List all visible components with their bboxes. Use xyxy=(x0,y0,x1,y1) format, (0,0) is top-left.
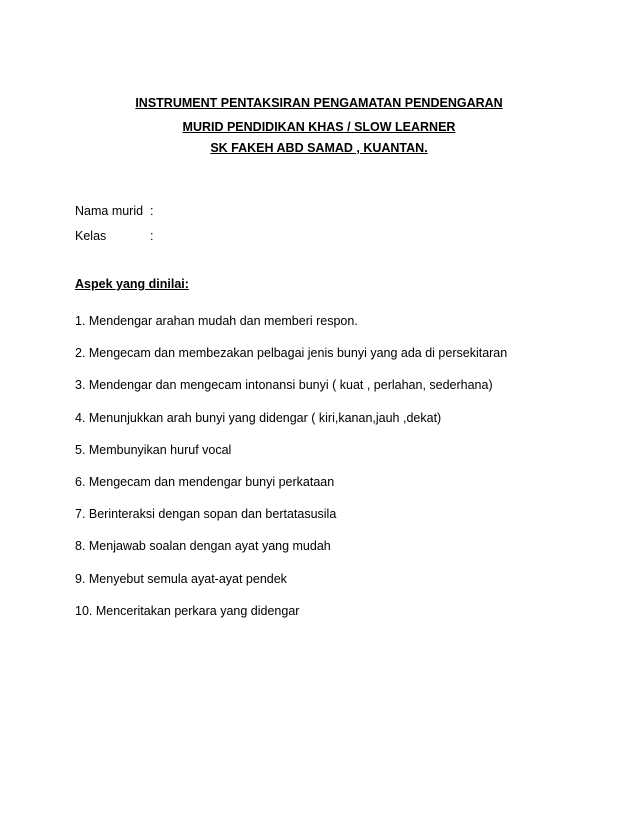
field-nama-murid xyxy=(75,204,153,218)
field-nama-murid-label: Nama murid xyxy=(75,204,144,218)
criteria-item: 2. Mengecam dan membezakan pelbagai jenis bunyi yang ada di persekitaran xyxy=(75,346,508,361)
field-nama-murid-separator: : xyxy=(150,204,154,218)
criteria-item: 6. Mengecam dan mendengar bunyi perkataan xyxy=(75,474,335,489)
document-title-line-1: INSTRUMENT PENTAKSIRAN PENGAMATAN PENDENGARAN xyxy=(135,96,503,110)
criteria-item: 1. Mendengar arahan mudah dan memberi respon. xyxy=(75,314,358,328)
criteria-item: 8. Menjawab soalan dengan ayat yang mudah xyxy=(75,539,331,554)
criteria-item: 4. Menunjukkan arah bunyi yang didengar ( kiri,kanan,jauh ,dekat) xyxy=(75,410,442,425)
criteria-item: 5. Membunyikan huruf vocal xyxy=(75,442,232,457)
field-kelas-separator: : xyxy=(150,229,154,243)
criteria-item: 7. Berinteraksi dengan sopan dan bertatasusila xyxy=(75,507,337,522)
criteria-item: 9. Menyebut semula ayat-ayat pendek xyxy=(75,571,287,586)
criteria-list xyxy=(75,314,507,636)
section-heading-aspek: Aspek yang dinilai: xyxy=(75,277,189,291)
document-title-line-3: SK FAKEH ABD SAMAD , KUANTAN. xyxy=(210,141,428,155)
criteria-item: 10. Menceritakan perkara yang didengar xyxy=(75,603,300,618)
field-kelas xyxy=(75,229,153,243)
document-title-line-2: MURID PENDIDIKAN KHAS / SLOW LEARNER xyxy=(182,120,456,134)
field-kelas-label: Kelas xyxy=(75,229,107,243)
criteria-item: 3. Mendengar dan mengecam intonansi bunyi ( kuat , perlahan, sederhana) xyxy=(75,378,493,393)
